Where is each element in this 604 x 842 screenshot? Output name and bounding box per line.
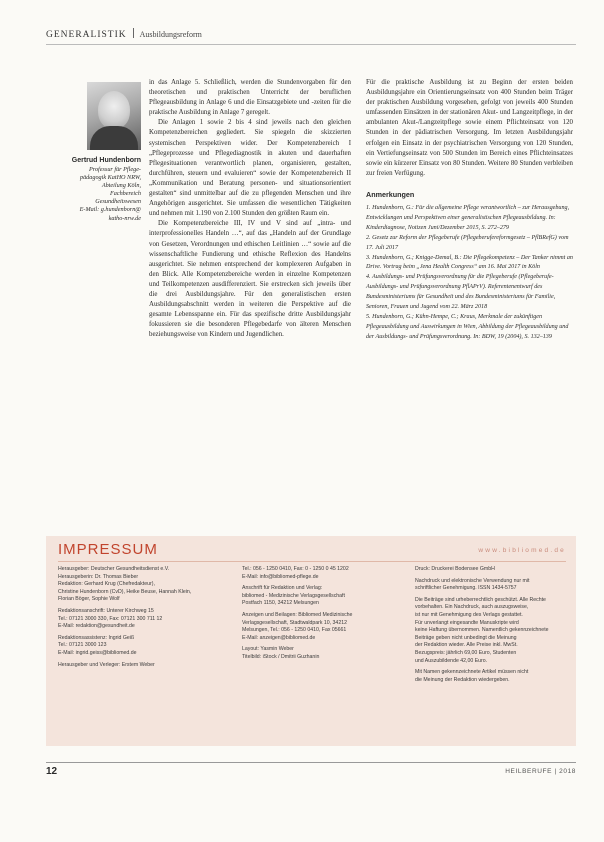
impressum-url[interactable]: www.bibliomed.de [478, 547, 566, 554]
author-bio-line: Professur für Pflege- [88, 166, 141, 173]
impressum-line: und Auszubildende 42,00 Euro. [415, 657, 488, 664]
page-number: 12 [46, 766, 58, 777]
body-column-2 [366, 78, 573, 343]
author-bio-line: E-Mail: g.hundenborn@ [79, 206, 141, 214]
impressum-line: Die Beiträge sind urheberrechtlich geschützt. Alle Rechte [415, 596, 546, 603]
impressum-line: Redaktionsanschrift: Unterer Kirchweg 15 [58, 607, 154, 614]
impressum-line: Florian Böger, Sophie Wolf [58, 596, 120, 603]
impressum-line: Tel.: 056 - 1250 0410, Fax: 0 - 1250 0 45 1202 [242, 566, 349, 572]
impressum-line: E-Mail: anzeigen@bibliomed.de [242, 634, 316, 641]
note-item: 4. Ausbildungs- und Prüfungsverordnung für die Pflegeberufe (Pflegeberufe-Ausbildungs- und Prüfungsverordnung PflAPrV). Referentenentwurf des Bundesministeriums für Gesundheit und des Bundesministeriums für Familie, Senioren, Frauen und Jugend vom 22. März 2018 [366, 274, 556, 311]
impressum-line: ist nur mit Genehmigung des Verlags gestattet. [415, 611, 523, 618]
impressum-line: Beiträge geben nicht unbedingt die Meinung [415, 634, 517, 641]
impressum-line: Herausgeber und Verleger: Erstem Weber [58, 661, 155, 668]
notes-heading: Anmerkungen [366, 189, 415, 199]
author-bio-line: Fachbereich [109, 190, 141, 198]
impressum-rule [58, 561, 566, 562]
body-paragraph: Die Anlagen 1 sowie 2 bis 4 sind jeweils nach den gleichen Kompetenzbereichen gegliedert. Sie spiegeln die skizzierten systemischen Perspektiven wider. Der Kompetenzbereich I „Pflegeprozesse und Pflegediagnostik in akuten und dauerhaften Pflegesituationen verantwortlich planen, organisieren, gestalten, durchführen, steuern und evaluieren“ sowie der Kompetenzbereich II „Kommunikation und Beratung personen- und situationsorientiert gestalten“ sind unmittelbar auf die zu pflegenden Menschen und ihre Angehörigen ausgerichtet. Sie umfassen die wesentlichen Tätigkeiten und nehmen mit 1.190 von 2.100 Stunden den größten Raum ein. [149, 119, 351, 218]
impressum-line: Anschrift für Redaktion und Verlag: [242, 585, 323, 592]
impressum-line: E-Mail: ingrid.geiss@bibliomed.de [58, 649, 137, 656]
author-photo-head [98, 91, 130, 129]
body-paragraph: Die Kompetenzbereiche III, IV und V sind auf „intra- und interprofessionelles Handeln …“, auf das „Handeln auf der Grundlage von Gesetzen, Verordnungen und ethischen Leitlinien …“ sowie auf die wissenschaftliche Fundierung und ethische Reflexion des Handelns ausgerichtet. Sie nehmen entsprechend der komplexeren Aufgaben in den Blick. Alle Kompetenzbereiche werden in einzelne Kompetenzen und Teilkompetenzen ausdifferenziert. Sie erstrecken sich jeweils über die drei Ausbildungsjahre. Für den generalistischen ersten Ausbildungsabschnitt werden in weiteren die Perspektive auf die gesamte Lebensspanne ein. Für das spezifische dritte Ausbildungsjahr fokussieren sie die besonderen Pflegebedarfe von älteren Menschen beziehungsweise von Kindern und Jugendlichen. [149, 220, 351, 339]
impressum-line: E-Mail: redaktion@gesundheit.de [58, 623, 135, 630]
impressum-line: Herausgeberin: Dr. Thomas Bieber [58, 573, 139, 580]
author-bio-line: pädagogik KatHO NRW, [79, 174, 141, 182]
impressum-line: Melsungen, Tel.: 056 - 1250 0410, Fax 05661 [242, 627, 347, 634]
journal-name: HEILBERUFE | 2018 [505, 768, 576, 775]
impressum-line: Christine Hundenborn (CvD), Heike Beuse, Hannah Klein, [58, 588, 192, 595]
impressum-line: Verlagsgesellschaft, Stadtwaldpark 10, 34212 [242, 619, 347, 626]
note-item: 2. Gesetz zur Reform der Pflegeberufe (Pflegeberufereformgesetz – PflBRefG) vom 17. Juli 2017 [366, 234, 569, 251]
impressum-line: Postfach 1150, 34212 Melsungen [242, 600, 319, 607]
footer-rule [46, 762, 576, 763]
note-item: 5. Hundenborn, G.; Kühn-Hempe, C.; Kraus, Merkmale der zukünftigen Pflegeausbildung und Auswirkungen in Wien, Abbildung der Pflegeausbildung und der Ausbildungs- und Prüfungsverordnung. In: BDW, 19 (2004), S. 132–139 [366, 314, 569, 340]
header-rule [46, 44, 576, 45]
section-label: GENERALISTIK [46, 30, 127, 40]
body-column-1 [149, 78, 351, 340]
author-bio [50, 156, 141, 223]
author-photo [87, 82, 141, 150]
impressum-line: Druck: Druckerei Bodensee GmbH [415, 566, 495, 572]
author-photo-body [90, 126, 138, 150]
impressum-line: Redaktion: Gerhard Krug (Chefredakteur), [58, 581, 155, 588]
impressum-title: IMPRESSUM [58, 541, 158, 558]
header-divider [133, 28, 134, 38]
impressum-line: keine Haftung übernommen. Namentlich gekennzeichnete [415, 627, 549, 634]
impressum-line: vorbehalten. Ein Nachdruck, auch auszugsweise, [415, 604, 529, 611]
note-item: 1. Hundenborn, G.: Für die allgemeine Pflege verantwortlich – zur Herausgebung, Entwicklungen und Perspektiven einer generalistischen Pflegeausbildung. In: Kinderdiagnose, Notizen Juni/Dezember 2015, S. 272–279 [366, 205, 570, 231]
impressum-line: die Meinung der Redaktion wiedergeben. [415, 676, 510, 683]
impressum-line: Für unverlangt eingesandte Manuskripte wird [415, 619, 519, 626]
impressum-line: Nachdruck und elektronische Verwendung nur mit [415, 577, 530, 584]
impressum-line: Herausgeber: Deutscher Gesundheitsdienst e.V. [58, 566, 170, 572]
impressum-column-3 [415, 566, 565, 684]
body-paragraph: Für die praktische Ausbildung ist zu Beginn der ersten beiden Ausbildungsjahre ein Orientierungseinsatz von 400 Stunden beim Träger der praktischen Ausbildung vorgesehen, gefolgt von jeweils 400 Stunden umfassenden Einsätzen in der stationären Akut- und Langzeitpflege, in der ambulanten Akut-/Langzeitpflege sowie einem Pflichteinsatz von 120 Stunden in der pädiatrischen Versorgung. Im letzten Ausbildungsjahr erfolgen ein Einsatz in der psychiatrischen Versorgung von 120 Stunden, ein Vertiefungseinsatz von 500 Stunden im Bereich eines Pflichteinsatzes sowie ein kürzerer Einsatz von 80 Stunden. Weitere 80 Stunden verbleiben zur freien Verfügung. [366, 79, 573, 177]
impressum-line: Mit Namen gekennzeichnete Artikel müssen nicht [415, 669, 529, 676]
impressum-line: Anzeigen und Beilagen: Bibliomed Medizinische [242, 611, 353, 618]
impressum-line: Tel.: 07121 3000 123 [58, 642, 107, 649]
impressum-line: bibliomed - Medizinische Verlagsgesellschaft [242, 592, 345, 599]
impressum-line: Titelbild: iStock / Dmitrii Guzhanin [242, 653, 320, 660]
author-bio-line: Gesundheitswesen [95, 198, 141, 206]
body-paragraph: in das Anlage 5. Schließlich, werden die Stundenvorgaben für den theoretischen und praktischen Unterricht der beruflichen Pflegeausbildung in Anlage 6 und die Einsatzgebiete und -zeiten für die praktische Ausbildung in Anlage 7 geregelt. [149, 79, 351, 117]
impressum-line: Tel.: 07121 3000 330, Fax: 07121 300 711 12 [58, 615, 163, 622]
impressum-box [46, 536, 576, 746]
impressum-line: Redaktionsassistenz: Ingrid Geiß [58, 634, 135, 641]
author-name: Gertrud Hundenborn [71, 157, 141, 164]
author-bio-line: Abteilung Köln, [101, 182, 141, 190]
running-header [46, 28, 576, 42]
impressum-line: E-Mail: info@bibliomed-pflege.de [242, 573, 319, 580]
impressum-line: der Redaktion wieder. Alle Preise inkl. MwSt. [415, 642, 518, 649]
impressum-line: Layout: Yasmin Weber [242, 646, 294, 653]
section-subtitle: Ausbildungsreform [139, 30, 202, 39]
impressum-line: Bezugspreis: jährlich 69,00 Euro, Studenten [415, 649, 517, 656]
impressum-column-1 [58, 566, 226, 669]
note-item: 3. Hundenborn, G.; Knigge-Demal, B.: Die Pflegekompetenz – Der Tanker nimmt an Drive. Vortrag beim „Jena Health Congress“ am 16. Mai 2017 in Köln [366, 254, 573, 271]
author-bio-line: katho-nrw.de [108, 214, 141, 222]
impressum-line: schriftlicher Genehmigung. ISSN 1434-5757 [415, 585, 517, 592]
impressum-column-2 [242, 566, 400, 662]
